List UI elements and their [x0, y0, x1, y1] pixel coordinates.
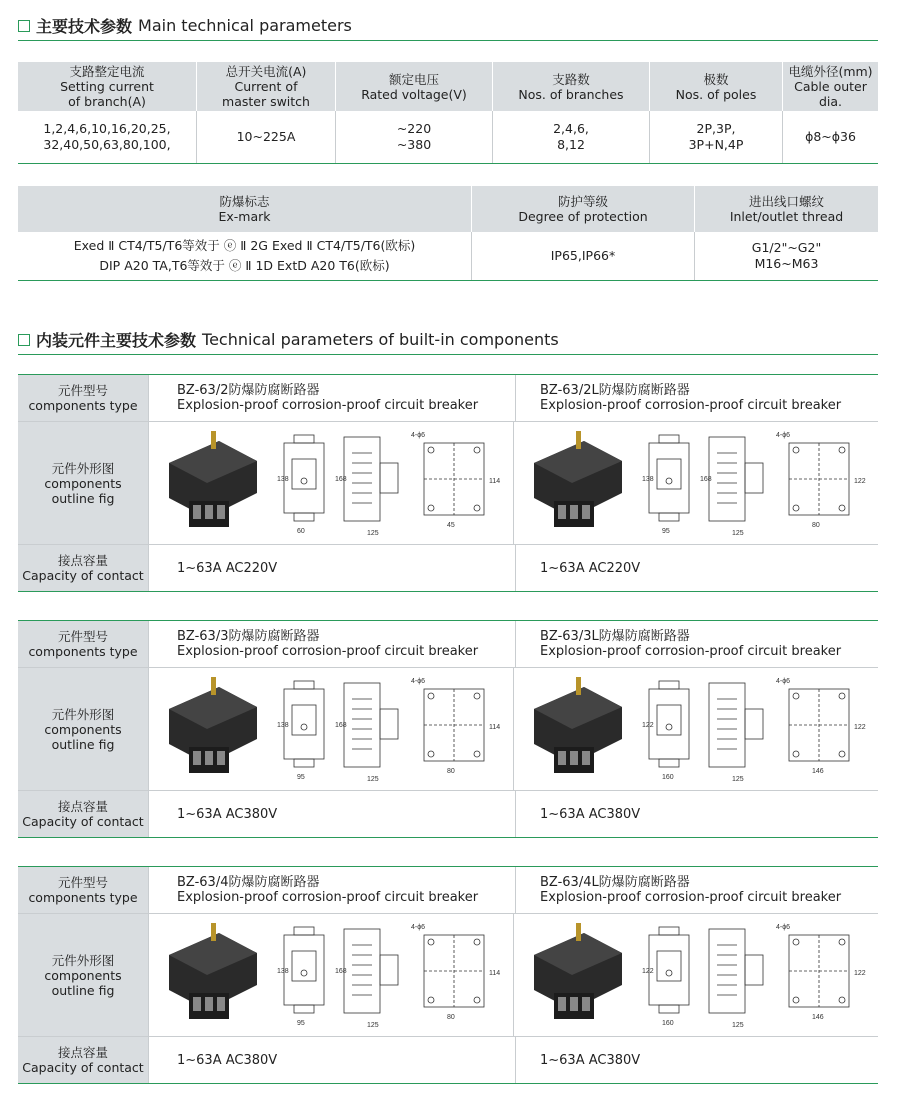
- table-cell: 2,4,6, 8,12: [493, 111, 650, 163]
- mount-view-drawing: [789, 935, 849, 1007]
- mount-view-drawing: [424, 689, 484, 761]
- outline-figure: [149, 422, 513, 544]
- dim-depth: 125: [732, 530, 744, 537]
- dim-holes: 4-ϕ6: [411, 678, 426, 685]
- section-title-zh: 主要技术参数: [36, 17, 133, 36]
- capacity-right: 1~63A AC220V: [515, 545, 878, 591]
- capacity-label: 接点容量 Capacity of contact: [18, 791, 148, 837]
- breaker-photo-icon: [169, 431, 257, 527]
- type-label: 元件型号 components type: [18, 621, 148, 667]
- figure-row: [18, 421, 878, 544]
- capacity-left: 1~63A AC380V: [148, 1037, 515, 1083]
- dim-height: 138: [642, 476, 654, 483]
- outline-figure: [149, 914, 513, 1036]
- dim-depth: 125: [732, 1022, 744, 1029]
- model-desc: Explosion-proof corrosion-proof circuit breaker: [540, 398, 842, 413]
- dim-depth: 125: [367, 1022, 379, 1029]
- model-name: BZ-63/2L防爆防腐断路器: [540, 383, 690, 398]
- figure-cell-left: [148, 422, 513, 544]
- dim-base: 80: [447, 768, 455, 775]
- figure-row: [18, 667, 878, 790]
- dim-side: 122: [854, 478, 866, 485]
- type-label: 元件型号 components type: [18, 375, 148, 421]
- type-cell-right: [515, 621, 878, 667]
- dim-height: 122: [642, 722, 654, 729]
- type-cell-right: [515, 375, 878, 421]
- checkbox-square-icon: [18, 334, 30, 346]
- figure-cell-right: [513, 668, 878, 790]
- dim-width: 160: [662, 1020, 674, 1027]
- checkbox-square-icon: [18, 20, 30, 32]
- component-block: [18, 620, 878, 838]
- model-name: BZ-63/3防爆防腐断路器: [177, 629, 320, 644]
- type-row: [18, 620, 878, 667]
- outline-figure: [514, 668, 878, 790]
- dim-side: 122: [854, 724, 866, 731]
- dim-side: 114: [489, 724, 501, 731]
- table-header-row: [18, 62, 878, 111]
- model-desc: Explosion-proof corrosion-proof circuit breaker: [177, 398, 479, 413]
- mount-view-drawing: [424, 935, 484, 1007]
- figure-label: 元件外形图 components outline fig: [18, 668, 148, 790]
- dim-height-2: 168: [335, 968, 347, 975]
- front-view-drawing: [284, 927, 324, 1013]
- outline-figure: [514, 914, 878, 1036]
- dim-holes: 4-ϕ6: [776, 432, 791, 439]
- dim-base: 80: [812, 522, 820, 529]
- capacity-label: 接点容量 Capacity of contact: [18, 545, 148, 591]
- side-view-drawing: [709, 929, 763, 1013]
- side-view-drawing: [709, 437, 763, 521]
- component-block: [18, 374, 878, 592]
- model-name: BZ-63/4防爆防腐断路器: [177, 875, 320, 890]
- front-view-drawing: [284, 435, 324, 521]
- header-cell: 防护等级 Degree of protection: [472, 186, 695, 232]
- section-title-main: [18, 14, 352, 37]
- type-cell-left: [148, 867, 515, 913]
- component-block: [18, 866, 878, 1084]
- front-view-drawing: [649, 681, 689, 767]
- table-cell: Exed Ⅱ CT4/T5/T6等效于 ⓔ Ⅱ 2G Exed Ⅱ CT4/T5/T6(欧标) DIP A20 TA,T6等效于 ⓔ Ⅱ 1D ExtD A20 T6(欧标): [18, 232, 472, 280]
- figure-label: 元件外形图 components outline fig: [18, 422, 148, 544]
- type-cell-left: [148, 375, 515, 421]
- type-cell-right: [515, 867, 878, 913]
- divider: [18, 354, 878, 355]
- section-title-en: Technical parameters of built-in components: [202, 330, 559, 349]
- figure-cell-left: [148, 668, 513, 790]
- model-desc: Explosion-proof corrosion-proof circuit breaker: [540, 890, 842, 905]
- dim-depth: 125: [732, 776, 744, 783]
- table-cell: 10~225A: [197, 111, 336, 163]
- model-desc: Explosion-proof corrosion-proof circuit breaker: [177, 890, 479, 905]
- header-cell: 支路数 Nos. of branches: [493, 62, 650, 111]
- capacity-right: 1~63A AC380V: [515, 791, 878, 837]
- table-row: [18, 111, 878, 163]
- table-cell: IP65,IP66*: [472, 232, 695, 280]
- dim-height: 122: [642, 968, 654, 975]
- figure-label: 元件外形图 components outline fig: [18, 914, 148, 1036]
- dim-side: 122: [854, 970, 866, 977]
- ex-mark-table: [18, 186, 878, 281]
- table-cell: 2P,3P, 3P+N,4P: [650, 111, 783, 163]
- front-view-drawing: [649, 435, 689, 521]
- capacity-left: 1~63A AC380V: [148, 791, 515, 837]
- dim-width: 95: [662, 528, 670, 535]
- type-row: [18, 866, 878, 913]
- type-cell-left: [148, 621, 515, 667]
- table-row: [18, 232, 878, 280]
- header-cell: 总开关电流(A) Current of master switch: [197, 62, 336, 111]
- side-view-drawing: [344, 929, 398, 1013]
- dim-side: 114: [489, 970, 501, 977]
- table-cell: ~220 ~380: [336, 111, 493, 163]
- dim-width: 95: [297, 1020, 305, 1027]
- header-cell: 防爆标志 Ex-mark: [18, 186, 472, 232]
- capacity-left: 1~63A AC220V: [148, 545, 515, 591]
- header-cell: 电缆外径(mm) Cable outer dia.: [783, 62, 879, 111]
- dim-height-2: 168: [335, 476, 347, 483]
- side-view-drawing: [344, 437, 398, 521]
- model-name: BZ-63/3L防爆防腐断路器: [540, 629, 690, 644]
- dim-height-2: 168: [335, 722, 347, 729]
- table-cell: ϕ8~ϕ36: [783, 111, 879, 163]
- dim-height: 138: [277, 476, 289, 483]
- dim-base: 146: [812, 768, 824, 775]
- dim-side: 114: [489, 478, 501, 485]
- capacity-row: [18, 790, 878, 837]
- side-view-drawing: [344, 683, 398, 767]
- dim-holes: 4-ϕ6: [411, 924, 426, 931]
- side-view-drawing: [709, 683, 763, 767]
- dim-holes: 4-ϕ6: [411, 432, 426, 439]
- figure-row: [18, 913, 878, 1036]
- dim-base: 146: [812, 1014, 824, 1021]
- dim-width: 60: [297, 528, 305, 535]
- breaker-photo-icon: [169, 923, 257, 1019]
- type-row: [18, 374, 878, 421]
- header-cell: 进出线口螺纹 Inlet/outlet thread: [695, 186, 879, 232]
- mount-view-drawing: [424, 443, 484, 515]
- outline-figure: [514, 422, 878, 544]
- front-view-drawing: [649, 927, 689, 1013]
- section-title-components: [18, 328, 559, 351]
- header-cell: 支路整定电流 Setting current of branch(A): [18, 62, 197, 111]
- capacity-row: [18, 1036, 878, 1083]
- table-cell: 1,2,4,6,10,16,20,25, 32,40,50,63,80,100,: [18, 111, 197, 163]
- model-name: BZ-63/2防爆防腐断路器: [177, 383, 320, 398]
- capacity-row: [18, 544, 878, 591]
- model-desc: Explosion-proof corrosion-proof circuit breaker: [177, 644, 479, 659]
- capacity-label: 接点容量 Capacity of contact: [18, 1037, 148, 1083]
- capacity-right: 1~63A AC380V: [515, 1037, 878, 1083]
- dim-holes: 4-ϕ6: [776, 924, 791, 931]
- dim-width: 95: [297, 774, 305, 781]
- dim-height: 138: [277, 722, 289, 729]
- breaker-photo-icon: [534, 923, 622, 1019]
- mount-view-drawing: [789, 443, 849, 515]
- model-name: BZ-63/4L防爆防腐断路器: [540, 875, 690, 890]
- table-header-row: [18, 186, 878, 232]
- front-view-drawing: [284, 681, 324, 767]
- figure-cell-left: [148, 914, 513, 1036]
- dim-width: 160: [662, 774, 674, 781]
- main-params-table: [18, 62, 878, 164]
- dim-depth: 125: [367, 776, 379, 783]
- section-title-en: Main technical parameters: [138, 16, 352, 35]
- model-desc: Explosion-proof corrosion-proof circuit breaker: [540, 644, 842, 659]
- header-cell: 额定电压 Rated voltage(V): [336, 62, 493, 111]
- divider: [18, 40, 878, 41]
- mount-view-drawing: [789, 689, 849, 761]
- outline-figure: [149, 668, 513, 790]
- dim-base: 45: [447, 522, 455, 529]
- dim-base: 80: [447, 1014, 455, 1021]
- header-cell: 极数 Nos. of poles: [650, 62, 783, 111]
- dim-holes: 4-ϕ6: [776, 678, 791, 685]
- dim-height-2: 168: [700, 476, 712, 483]
- breaker-photo-icon: [169, 677, 257, 773]
- figure-cell-right: [513, 422, 878, 544]
- dim-height: 138: [277, 968, 289, 975]
- table-cell: G1/2"~G2" M16~M63: [695, 232, 879, 280]
- type-label: 元件型号 components type: [18, 867, 148, 913]
- breaker-photo-icon: [534, 677, 622, 773]
- figure-cell-right: [513, 914, 878, 1036]
- section-title-zh: 内装元件主要技术参数: [36, 331, 197, 350]
- dim-depth: 125: [367, 530, 379, 537]
- breaker-photo-icon: [534, 431, 622, 527]
